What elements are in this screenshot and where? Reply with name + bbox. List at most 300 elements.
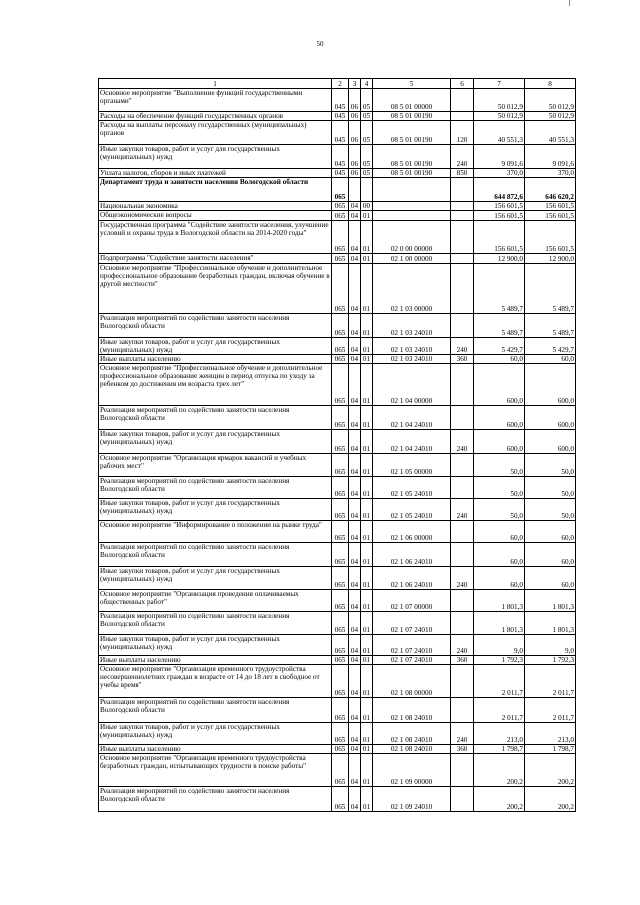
row-amount-year1-cell: 60,0 [474,355,525,364]
budget-table [98,78,576,812]
row-admin-code-cell: 065 [332,567,349,590]
row-amount-year2-cell: 156 601,5 [525,211,576,221]
row-admin-code-cell: 065 [332,406,349,430]
row-subsection-cell: 01 [361,656,373,665]
row-expense-type-cell [451,178,474,202]
row-amount-year2-cell: 200,2 [525,754,576,787]
row-name-cell: Реализация мероприятий по содействию занятости населения Вологодской области [99,477,332,499]
row-subsection-cell: 01 [361,612,373,635]
row-subsection-cell: 05 [361,121,373,145]
table-row [99,454,576,477]
row-admin-code-cell: 065 [332,612,349,635]
row-section-cell: 04 [349,754,361,787]
row-name-cell: Общеэкономические вопросы [99,211,332,221]
row-name-cell: Основное мероприятие "Выполнение функций государственными органами" [99,89,332,112]
row-subsection-cell: 01 [361,635,373,656]
table-row [99,612,576,635]
row-expense-type-cell: 360 [451,355,474,364]
row-amount-year2-cell: 12 900,0 [525,254,576,264]
row-subsection-cell: 01 [361,430,373,454]
row-section-cell: 06 [349,112,361,121]
row-amount-year1-cell: 5 489,7 [474,264,525,314]
row-subsection-cell: 01 [361,211,373,221]
row-amount-year1-cell: 60,0 [474,521,525,543]
row-section-cell: 06 [349,89,361,112]
row-section-cell: 04 [349,264,361,314]
row-amount-year2-cell: 60,0 [525,567,576,590]
row-subsection-cell: 05 [361,112,373,121]
row-admin-code-cell: 065 [332,635,349,656]
table-row [99,787,576,812]
row-section-cell: 04 [349,590,361,612]
row-amount-year1-cell: 12 900,0 [474,254,525,264]
row-expense-type-cell: 240 [451,635,474,656]
row-admin-code-cell: 045 [332,121,349,145]
row-section-cell: 04 [349,656,361,665]
row-admin-code-cell: 065 [332,355,349,364]
row-amount-year1-cell: 50,0 [474,477,525,499]
row-amount-year2-cell: 156 601,5 [525,221,576,254]
row-target-article-cell: 02 1 06 24010 [373,567,451,590]
row-amount-year1-cell: 9 091,6 [474,145,525,169]
table-row [99,254,576,264]
row-amount-year1-cell: 1 801,3 [474,590,525,612]
row-section-cell: 04 [349,364,361,406]
row-amount-year1-cell: 50,0 [474,499,525,521]
row-amount-year2-cell: 60,0 [525,355,576,364]
row-target-article-cell: 02 1 04 24010 [373,430,451,454]
table-row [99,89,576,112]
row-target-article-cell: 02 1 07 24010 [373,612,451,635]
row-amount-year2-cell: 9 091,6 [525,145,576,169]
row-target-article-cell: 02 1 05 24010 [373,477,451,499]
row-section-cell: 04 [349,612,361,635]
row-section-cell: 04 [349,477,361,499]
row-admin-code-cell: 065 [332,178,349,202]
row-amount-year2-cell: 1 801,3 [525,612,576,635]
row-target-article-cell: 02 1 09 00000 [373,754,451,787]
row-admin-code-cell: 065 [332,698,349,723]
row-amount-year1-cell: 1 801,3 [474,612,525,635]
row-target-article-cell: 02 1 07 00000 [373,590,451,612]
row-name-cell: Основное мероприятие "Профессиональное обучение и дополнительное профессиональное образование безработных граждан, включая обучение в другой местности" [99,264,332,314]
table-row [99,635,576,656]
row-amount-year1-cell: 200,2 [474,754,525,787]
row-expense-type-cell: 240 [451,145,474,169]
row-admin-code-cell: 065 [332,211,349,221]
row-amount-year1-cell: 50 012,9 [474,89,525,112]
row-target-article-cell: 02 1 06 00000 [373,521,451,543]
row-expense-type-cell: 120 [451,121,474,145]
table-row [99,264,576,314]
row-admin-code-cell: 065 [332,264,349,314]
row-target-article-cell: 02 1 08 24010 [373,745,451,754]
row-amount-year2-cell: 50 012,9 [525,112,576,121]
row-target-article-cell: 02 1 04 24010 [373,406,451,430]
row-subsection-cell: 01 [361,787,373,812]
row-name-cell: Реализация мероприятий по содействию занятости населения Вологодской области [99,787,332,812]
row-expense-type-cell: 360 [451,745,474,754]
row-subsection-cell: 01 [361,567,373,590]
row-name-cell: Иные выплаты населению [99,745,332,754]
row-name-cell: Основное мероприятие "Организация временного трудоустройства безработных граждан, испытывающих трудности в поиске работы" [99,754,332,787]
row-amount-year2-cell: 60,0 [525,521,576,543]
header-cell: 5 [373,79,451,89]
row-amount-year1-cell: 600,0 [474,430,525,454]
table-row [99,112,576,121]
row-section-cell: 04 [349,406,361,430]
header-cell: 3 [349,79,361,89]
row-section-cell: 04 [349,543,361,567]
row-amount-year2-cell: 60,0 [525,543,576,567]
row-expense-type-cell: 240 [451,430,474,454]
row-amount-year2-cell: 200,2 [525,787,576,812]
row-amount-year2-cell: 5 429,7 [525,338,576,355]
row-amount-year1-cell: 156 601,5 [474,202,525,211]
table-row [99,754,576,787]
row-amount-year2-cell: 50 012,9 [525,89,576,112]
row-name-cell: Основное мероприятие "Организация проведения оплачиваемых общественных работ" [99,590,332,612]
row-amount-year2-cell: 2 011,7 [525,698,576,723]
table-row [99,355,576,364]
row-amount-year2-cell: 50,0 [525,454,576,477]
row-amount-year1-cell: 9,0 [474,635,525,656]
row-target-article-cell: 02 1 03 00000 [373,264,451,314]
row-amount-year2-cell: 5 489,7 [525,264,576,314]
row-target-article-cell: 02 1 08 00000 [373,665,451,698]
table-row [99,221,576,254]
row-amount-year2-cell: 2 011,7 [525,665,576,698]
table-row [99,121,576,145]
table-row [99,364,576,406]
row-target-article-cell: 02 1 03 24010 [373,314,451,338]
row-name-cell: Основное мероприятие "Профессиональное обучение и дополнительное профессиональное образование женщин в период отпуска по уходу за ребенком до достижения им возраста трех лет" [99,364,332,406]
row-name-cell: Расходы на обеспечение функций государственных органов [99,112,332,121]
row-subsection-cell: 01 [361,499,373,521]
row-amount-year2-cell: 600,0 [525,406,576,430]
row-expense-type-cell [451,112,474,121]
row-name-cell: Основное мероприятие "Организация ярмарок вакансий и учебных рабочих мест" [99,454,332,477]
row-target-article-cell: 02 1 05 00000 [373,454,451,477]
row-name-cell: Иные закупки товаров, работ и услуг для государственных (муниципальных) нужд [99,338,332,355]
header-cell: 7 [474,79,525,89]
row-subsection-cell: 01 [361,698,373,723]
row-admin-code-cell: 065 [332,254,349,264]
row-target-article-cell: 02 1 03 24010 [373,338,451,355]
table-row [99,698,576,723]
row-subsection-cell: 01 [361,314,373,338]
row-section-cell: 04 [349,745,361,754]
row-name-cell: Департамент труда и занятости населения Вологодской области [99,178,332,202]
row-target-article-cell: 02 1 07 24010 [373,635,451,656]
row-admin-code-cell: 065 [332,521,349,543]
row-subsection-cell: 01 [361,543,373,567]
row-section-cell: 04 [349,454,361,477]
row-amount-year1-cell: 1 798,7 [474,745,525,754]
row-section-cell: 04 [349,202,361,211]
row-expense-type-cell [451,406,474,430]
row-name-cell: Иные выплаты населению [99,355,332,364]
row-amount-year1-cell: 60,0 [474,543,525,567]
row-section-cell: 04 [349,314,361,338]
header-cell: 6 [451,79,474,89]
row-subsection-cell: 01 [361,665,373,698]
row-expense-type-cell: 240 [451,338,474,355]
row-expense-type-cell [451,521,474,543]
row-amount-year1-cell: 40 551,3 [474,121,525,145]
row-amount-year1-cell: 2 011,7 [474,698,525,723]
row-subsection-cell: 05 [361,169,373,178]
row-amount-year2-cell: 5 489,7 [525,314,576,338]
row-subsection-cell: 01 [361,754,373,787]
row-name-cell: Национальная экономика [99,202,332,211]
row-expense-type-cell [451,665,474,698]
page-number: 50 [316,40,324,48]
row-subsection-cell: 01 [361,264,373,314]
row-expense-type-cell [451,221,474,254]
table-row [99,211,576,221]
row-target-article-cell: 02 0 00 00000 [373,221,451,254]
row-target-article-cell [373,211,451,221]
row-admin-code-cell: 065 [332,787,349,812]
row-subsection-cell: 05 [361,89,373,112]
row-name-cell: Расходы на выплаты персоналу государственных (муниципальных) органов [99,121,332,145]
row-expense-type-cell [451,543,474,567]
row-subsection-cell: 01 [361,338,373,355]
row-amount-year2-cell: 646 620,2 [525,178,576,202]
row-section-cell: 04 [349,338,361,355]
row-target-article-cell: 02 1 04 00000 [373,364,451,406]
table-row [99,745,576,754]
row-section-cell [349,178,361,202]
row-section-cell: 06 [349,169,361,178]
row-admin-code-cell: 065 [332,430,349,454]
row-subsection-cell: 01 [361,477,373,499]
row-amount-year1-cell: 1 792,3 [474,656,525,665]
row-expense-type-cell [451,254,474,264]
row-section-cell: 06 [349,121,361,145]
header-cell: 8 [525,79,576,89]
table-header-row [99,79,576,89]
row-name-cell: Иные закупки товаров, работ и услуг для государственных (муниципальных) нужд [99,499,332,521]
row-admin-code-cell: 045 [332,112,349,121]
row-subsection-cell: 01 [361,590,373,612]
row-amount-year2-cell: 370,0 [525,169,576,178]
row-expense-type-cell: 240 [451,499,474,521]
row-expense-type-cell [451,754,474,787]
row-amount-year1-cell: 5 489,7 [474,314,525,338]
row-section-cell: 04 [349,787,361,812]
table-row [99,723,576,745]
row-section-cell: 04 [349,567,361,590]
row-amount-year2-cell: 600,0 [525,364,576,406]
row-expense-type-cell [451,364,474,406]
row-target-article-cell [373,178,451,202]
row-name-cell: Реализация мероприятий по содействию занятости населения Вологодской области [99,314,332,338]
row-subsection-cell: 01 [361,406,373,430]
row-section-cell: 04 [349,499,361,521]
row-admin-code-cell: 065 [332,543,349,567]
row-amount-year2-cell: 213,0 [525,723,576,745]
row-subsection-cell: 01 [361,221,373,254]
row-name-cell: Основное мероприятие "Информирование о положении на рынке труда" [99,521,332,543]
row-expense-type-cell [451,211,474,221]
table-row [99,314,576,338]
row-admin-code-cell: 065 [332,314,349,338]
row-expense-type-cell [451,264,474,314]
row-amount-year1-cell: 5 429,7 [474,338,525,355]
row-amount-year2-cell: 156 601,5 [525,202,576,211]
table-row [99,477,576,499]
row-target-article-cell: 02 1 05 24010 [373,499,451,521]
table-row [99,590,576,612]
row-admin-code-cell: 065 [332,745,349,754]
row-amount-year2-cell: 1 801,3 [525,590,576,612]
row-amount-year1-cell: 213,0 [474,723,525,745]
row-section-cell: 04 [349,665,361,698]
row-expense-type-cell [451,787,474,812]
table-row [99,499,576,521]
row-name-cell: Реализация мероприятий по содействию занятости населения Вологодской области [99,612,332,635]
row-target-article-cell: 02 1 00 00000 [373,254,451,264]
row-expense-type-cell [451,612,474,635]
row-target-article-cell: 02 1 09 24010 [373,787,451,812]
row-admin-code-cell: 065 [332,656,349,665]
table-row [99,665,576,698]
row-target-article-cell: 02 1 08 24010 [373,698,451,723]
row-amount-year2-cell: 1 792,3 [525,656,576,665]
row-name-cell: Иные закупки товаров, работ и услуг для государственных (муниципальных) нужд [99,430,332,454]
row-expense-type-cell [451,698,474,723]
table-body [99,79,576,812]
row-subsection-cell: 01 [361,723,373,745]
row-section-cell: 04 [349,698,361,723]
row-target-article-cell: 08 5 01 00190 [373,145,451,169]
table-row [99,521,576,543]
row-subsection-cell: 01 [361,745,373,754]
row-section-cell: 06 [349,145,361,169]
row-section-cell: 04 [349,211,361,221]
row-amount-year2-cell: 50,0 [525,499,576,521]
row-admin-code-cell: 065 [332,477,349,499]
row-amount-year1-cell: 50 012,9 [474,112,525,121]
row-amount-year1-cell: 2 011,7 [474,665,525,698]
row-expense-type-cell: 360 [451,656,474,665]
row-subsection-cell: 01 [361,355,373,364]
table-row [99,202,576,211]
header-cell: 1 [99,79,332,89]
row-expense-type-cell [451,314,474,338]
row-name-cell: Реализация мероприятий по содействию занятости населения Вологодской области [99,406,332,430]
row-expense-type-cell: 240 [451,723,474,745]
row-section-cell: 04 [349,254,361,264]
row-target-article-cell: 02 1 07 24010 [373,656,451,665]
row-admin-code-cell: 065 [332,202,349,211]
row-section-cell: 04 [349,723,361,745]
row-amount-year1-cell: 600,0 [474,364,525,406]
row-amount-year2-cell: 1 798,7 [525,745,576,754]
row-amount-year1-cell: 156 601,5 [474,211,525,221]
row-target-article-cell: 02 1 08 24010 [373,723,451,745]
row-expense-type-cell [451,202,474,211]
row-amount-year1-cell: 200,2 [474,787,525,812]
row-section-cell: 04 [349,521,361,543]
row-expense-type-cell [451,590,474,612]
row-subsection-cell: 01 [361,521,373,543]
table-row [99,145,576,169]
table-row [99,656,576,665]
row-target-article-cell: 08 5 01 00190 [373,112,451,121]
row-name-cell: Реализация мероприятий по содействию занятости населения Вологодской области [99,698,332,723]
header-cell: 2 [332,79,349,89]
row-target-article-cell: 08 5 01 00000 [373,89,451,112]
row-section-cell: 04 [349,221,361,254]
row-admin-code-cell: 065 [332,338,349,355]
row-admin-code-cell: 065 [332,221,349,254]
row-admin-code-cell: 045 [332,89,349,112]
row-name-cell: Иные закупки товаров, работ и услуг для государственных (муниципальных) нужд [99,723,332,745]
table-row [99,406,576,430]
table-row [99,430,576,454]
row-amount-year1-cell: 600,0 [474,406,525,430]
row-amount-year1-cell: 60,0 [474,567,525,590]
row-expense-type-cell [451,89,474,112]
row-amount-year2-cell: 600,0 [525,430,576,454]
row-amount-year2-cell: 40 551,3 [525,121,576,145]
row-subsection-cell: 01 [361,364,373,406]
row-name-cell: Иные закупки товаров, работ и услуг для государственных (муниципальных) нужд [99,635,332,656]
row-amount-year1-cell: 370,0 [474,169,525,178]
row-name-cell: Основное мероприятие "Организация временного трудоустройства несовершеннолетних граждан в возрасте от 14 до 18 лет в свободное от учебы время" [99,665,332,698]
row-target-article-cell: 08 5 01 00190 [373,121,451,145]
row-admin-code-cell: 065 [332,499,349,521]
row-admin-code-cell: 065 [332,590,349,612]
row-admin-code-cell: 065 [332,364,349,406]
row-subsection-cell: 01 [361,254,373,264]
row-target-article-cell: 02 1 03 24010 [373,355,451,364]
row-amount-year1-cell: 644 872,6 [474,178,525,202]
row-name-cell: Иные выплаты населению [99,656,332,665]
row-admin-code-cell: 045 [332,169,349,178]
row-subsection-cell: 00 [361,202,373,211]
header-cell: 4 [361,79,373,89]
row-name-cell: Иные закупки товаров, работ и услуг для государственных (муниципальных) нужд [99,145,332,169]
row-admin-code-cell: 065 [332,723,349,745]
row-section-cell: 04 [349,635,361,656]
table-row [99,178,576,202]
table-row [99,169,576,178]
row-target-article-cell [373,202,451,211]
row-target-article-cell: 08 5 01 00190 [373,169,451,178]
row-admin-code-cell: 065 [332,754,349,787]
row-amount-year1-cell: 156 601,5 [474,221,525,254]
table-row [99,543,576,567]
row-name-cell: Подпрограмма "Содействие занятости населения" [99,254,332,264]
row-subsection-cell [361,178,373,202]
row-amount-year1-cell: 50,0 [474,454,525,477]
row-name-cell: Иные закупки товаров, работ и услуг для государственных (муниципальных) нужд [99,567,332,590]
row-name-cell: Уплата налогов, сборов и иных платежей [99,169,332,178]
table-row [99,567,576,590]
row-amount-year2-cell: 50,0 [525,477,576,499]
row-expense-type-cell: 850 [451,169,474,178]
row-subsection-cell: 05 [361,145,373,169]
row-admin-code-cell: 065 [332,454,349,477]
row-admin-code-cell: 065 [332,665,349,698]
row-name-cell: Реализация мероприятий по содействию занятости населения Вологодской области [99,543,332,567]
scan-edge-mark [569,0,570,6]
row-section-cell: 04 [349,355,361,364]
